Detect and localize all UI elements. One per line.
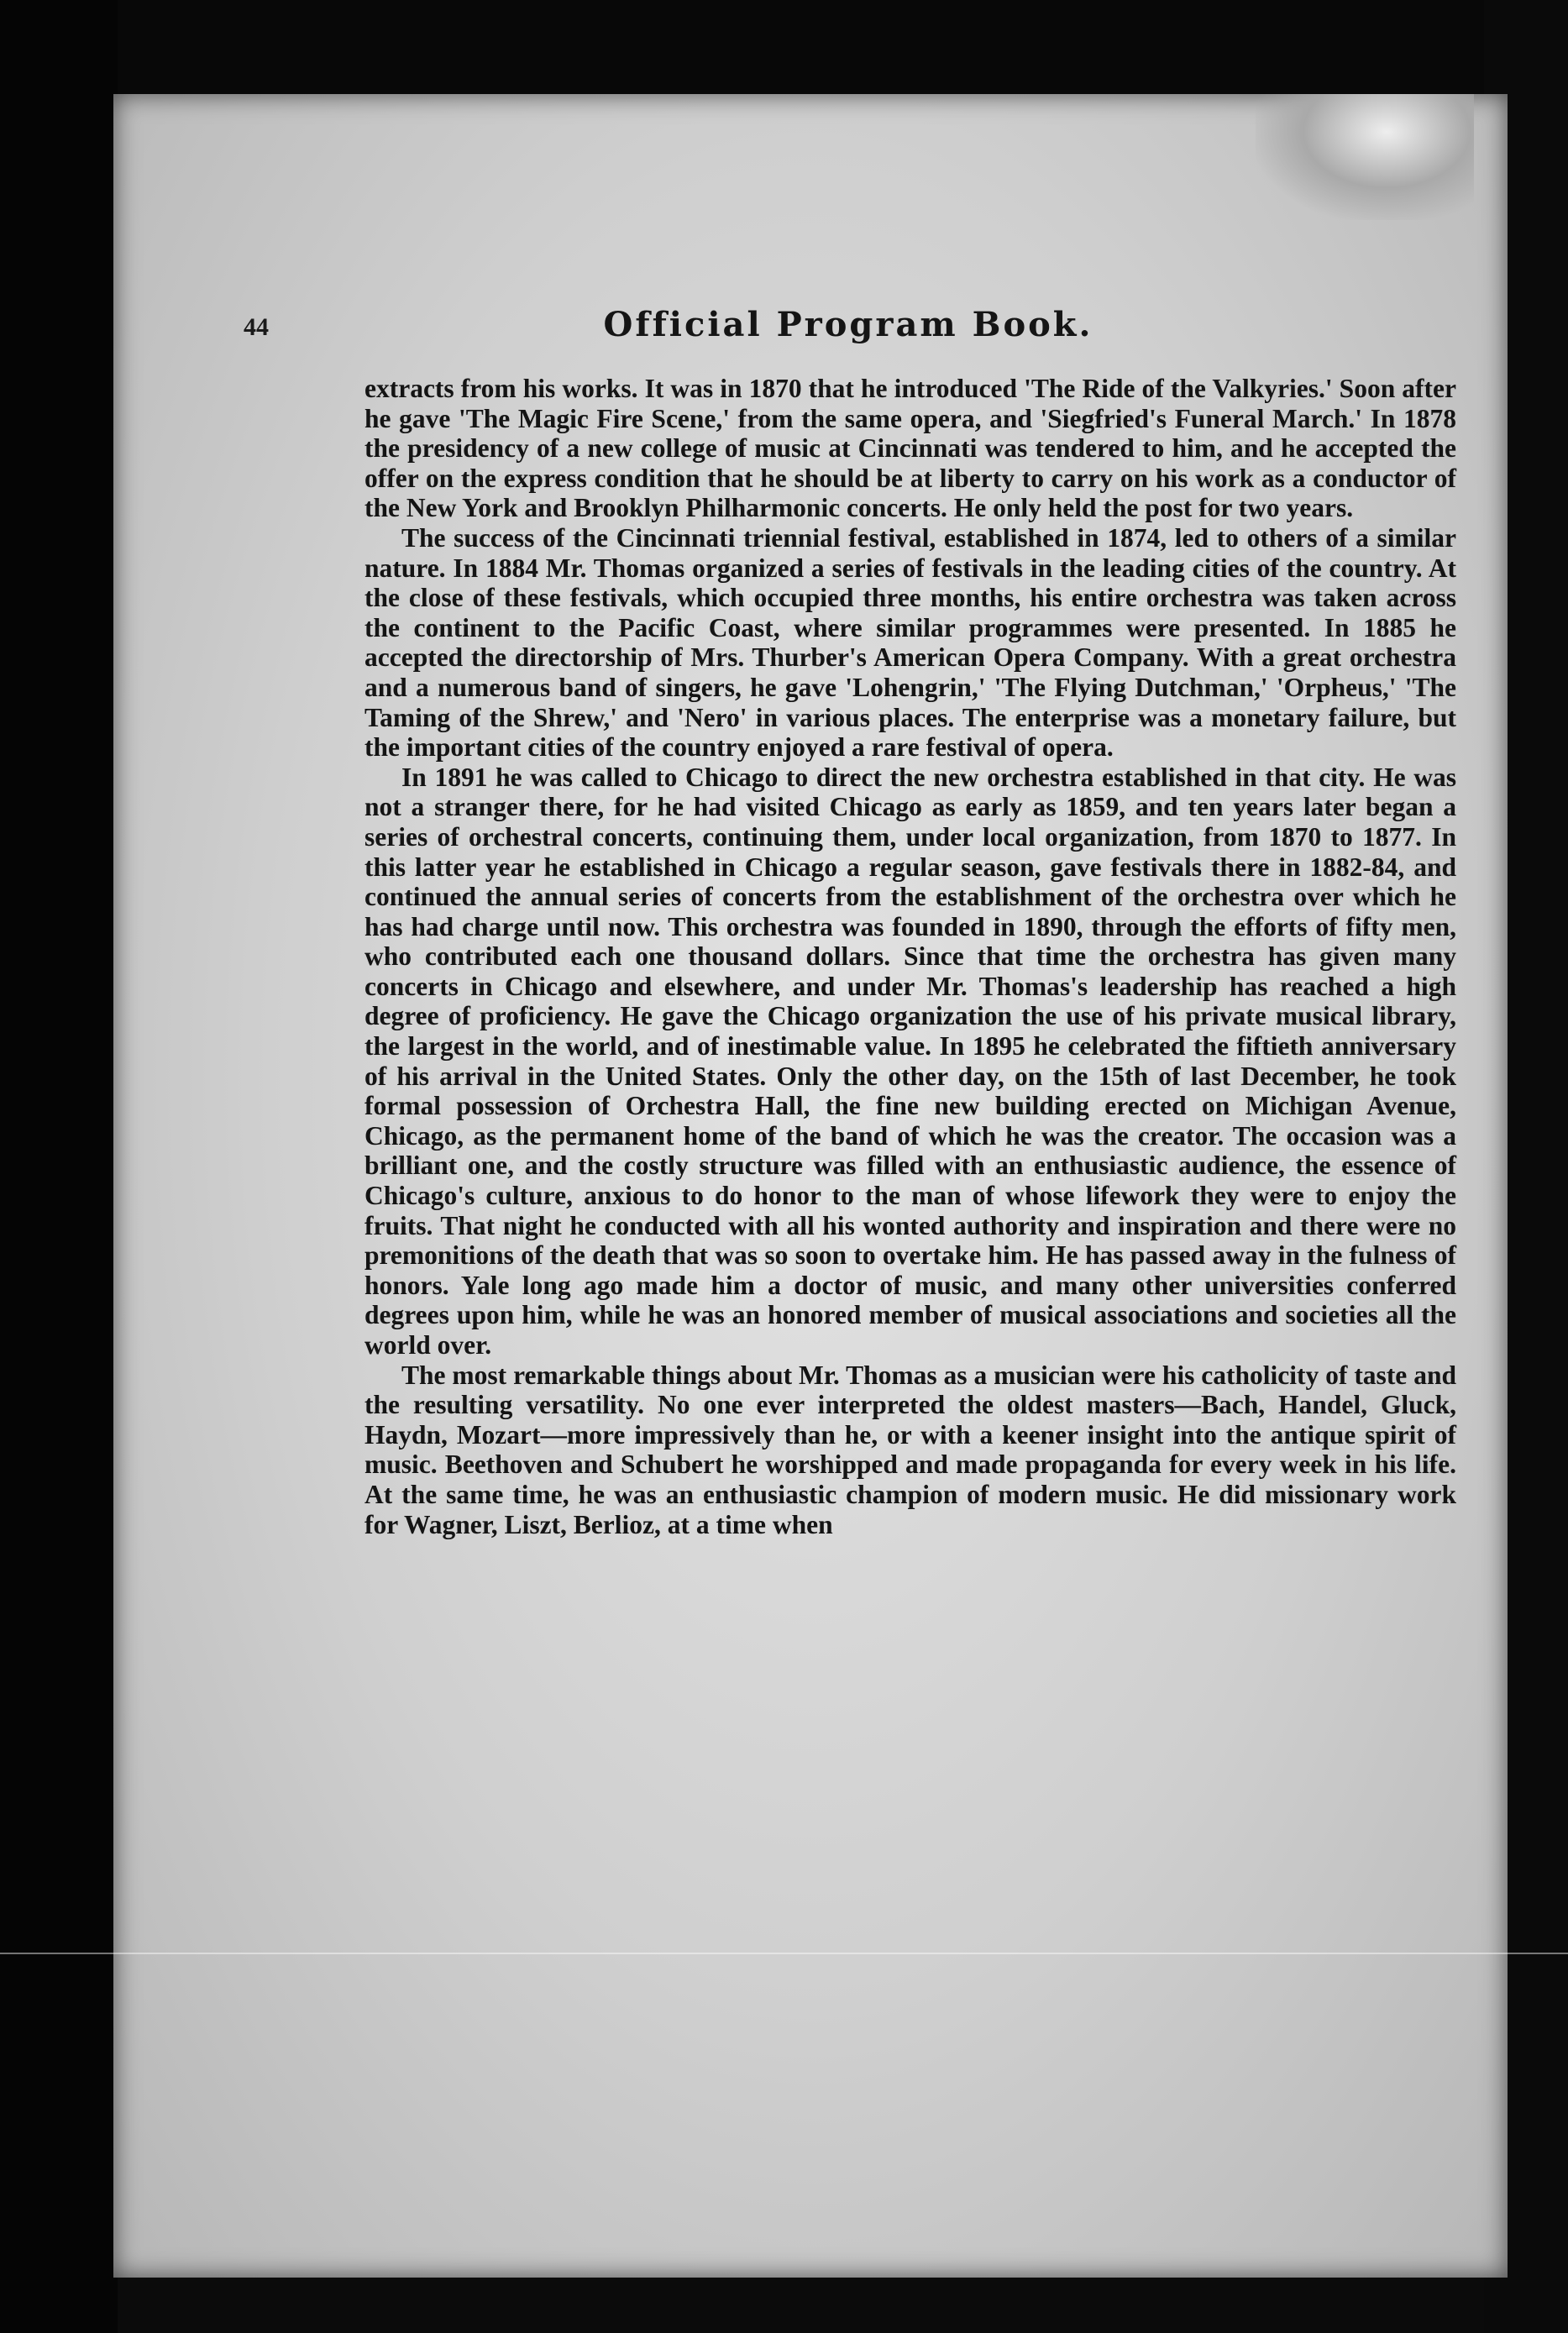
corner-stain <box>1256 94 1474 220</box>
running-head-title: Official Program Book. <box>603 305 1093 344</box>
paragraph: extracts from his works. It was in 1870 that he introduced 'The Ride of the Valkyries.' Soon after he gave 'The Magic Fire Scene,' from the same opera, and 'Siegfried's Funeral March.' In 1878 the presidency of a new college of music at Cincinnati was tendered to him, and he accepted the offer on the express condition that he should be at liberty to carry on his work as a conductor of the New York and Brooklyn Philharmonic concerts. He only held the post for two years. <box>364 374 1456 523</box>
scan-artifact-line <box>0 1953 1568 1954</box>
page-header <box>244 298 1453 349</box>
film-border-left <box>0 0 118 2333</box>
body-text <box>364 374 1456 1539</box>
paragraph: The success of the Cincinnati triennial festival, established in 1874, led to others of a similar nature. In 1884 Mr. Thomas organized a series of festivals in the leading cities of the country. At the close of these festivals, which occupied three months, his entire orchestra was taken across the continent to the Pacific Coast, where similar programmes were presented. In 1885 he accepted the directorship of Mrs. Thurber's American Opera Company. With a great orchestra and a numerous band of singers, he gave 'Lohengrin,' 'The Flying Dutchman,' 'Orpheus,' 'The Taming of the Shrew,' and 'Nero' in various places. The enterprise was a monetary failure, but the important cities of the country enjoyed a rare festival of opera. <box>364 522 1456 763</box>
paragraph: In 1891 he was called to Chicago to direct the new orchestra established in that city. He was not a stranger there, for he had visited Chicago as early as 1859, and ten years later began a series of orchestral concerts, continuing them, under local organization, from 1870 to 1877. In this latter year he established in Chicago a regular season, gave festivals there in 1882-84, and continued the annual series of concerts from the establishment of the orchestra over which he has had charge until now. This orchestra was founded in 1890, through the efforts of fifty men, who contributed each one thousand dollars. Since that time the orchestra has given many concerts in Chicago and elsewhere, and under Mr. Thomas's leadership has reached a high degree of proficiency. He gave the Chicago organization the use of his private musical library, the largest in the world, and of inestimable value. In 1895 he celebrated the fiftieth anniversary of his arrival in the United States. Only the other day, on the 15th of last December, he took formal possession of Orchestra Hall, the fine new building erected on Michigan Avenue, Chicago, as the permanent home of the band of which he was the creator. The occasion was a brilliant one, and the costly structure was filled with an enthusiastic audience, the essence of Chicago's culture, anxious to do honor to the man of whose lifework they were to enjoy the fruits. That night he conducted with all his wonted authority and inspiration and there were no premonitions of the death that was so soon to overtake him. He has passed away in the fulness of honors. Yale long ago made him a doctor of music, and many other universities conferred degrees upon him, while he was an honored member of musical associations and societies all the world over. <box>364 762 1456 1360</box>
page-number: 44 <box>244 313 269 341</box>
film-border-top <box>0 0 1568 101</box>
paragraph: The most remarkable things about Mr. Thomas as a musician were his catholicity of taste and the resulting versatility. No one ever interpreted the oldest masters—Bach, Handel, Gluck, Haydn, Mozart—more impressively than he, or with a keener insight into the antique spirit of music. Beethoven and Schubert he worshipped and made propaganda for every week in his life. At the same time, he was an enthusiastic champion of modern music. He did missionary work for Wagner, Liszt, Berlioz, at a time when <box>364 1360 1456 1539</box>
